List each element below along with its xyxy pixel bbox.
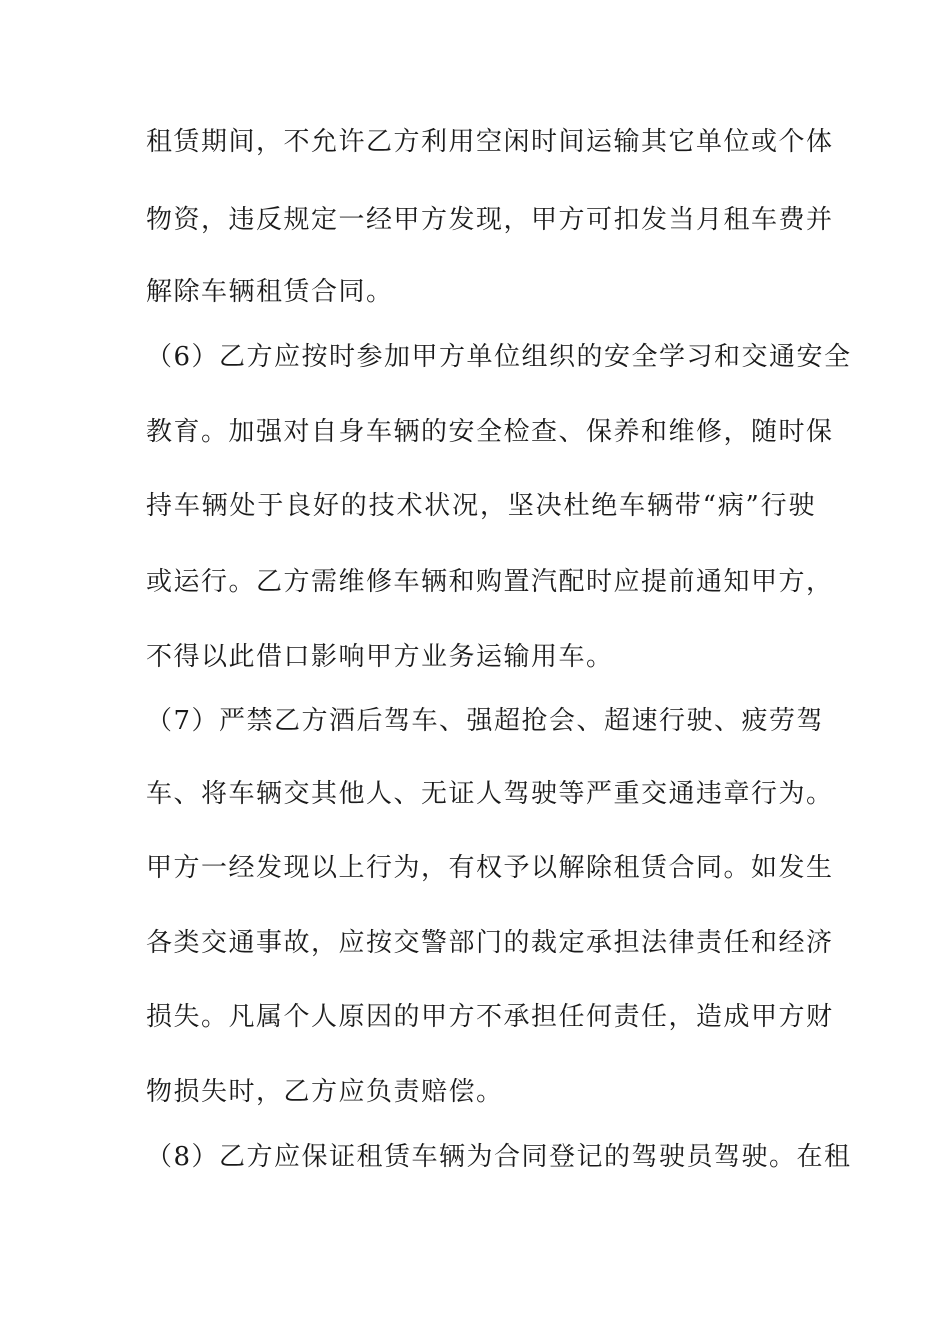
text-line: 租赁期间，不允许乙方利用空闲时间运输其它单位或个体 [146, 127, 834, 157]
text-line: 各类交通事故，应按交警部门的裁定承担法律责任和经济 [146, 928, 834, 958]
text-line: 持车辆处于良好的技术状况，坚决杜绝车辆带“病”行驶 [146, 491, 816, 521]
text-line: 物损失时，乙方应负责赔偿。 [146, 1077, 504, 1107]
text-line: 甲方一经发现以上行为，有权予以解除租赁合同。如发生 [146, 853, 834, 883]
text-line: 损失。凡属个人原因的甲方不承担任何责任，造成甲方财 [146, 1002, 834, 1032]
text-line: 不得以此借口影响甲方业务运输用车。 [146, 642, 614, 672]
text-line: 解除车辆租赁合同。 [146, 277, 394, 307]
text-line: 或运行。乙方需维修车辆和购置汽配时应提前通知甲方， [146, 567, 834, 597]
clause-7-heading-line: （7）严禁乙方酒后驾车、强超抢会、超速行驶、疲劳驾 [146, 706, 825, 736]
clause-8-heading-line: （8）乙方应保证租赁车辆为合同登记的驾驶员驾驶。在租 [146, 1142, 852, 1172]
clause-6-heading-line: （6）乙方应按时参加甲方单位组织的安全学习和交通安全 [146, 342, 852, 372]
text-line: 物资，违反规定一经甲方发现，甲方可扣发当月租车费并 [146, 205, 834, 235]
text-line: 车、将车辆交其他人、无证人驾驶等严重交通违章行为。 [146, 779, 834, 809]
text-line: 教育。加强对自身车辆的安全检查、保养和维修，随时保 [146, 417, 834, 447]
